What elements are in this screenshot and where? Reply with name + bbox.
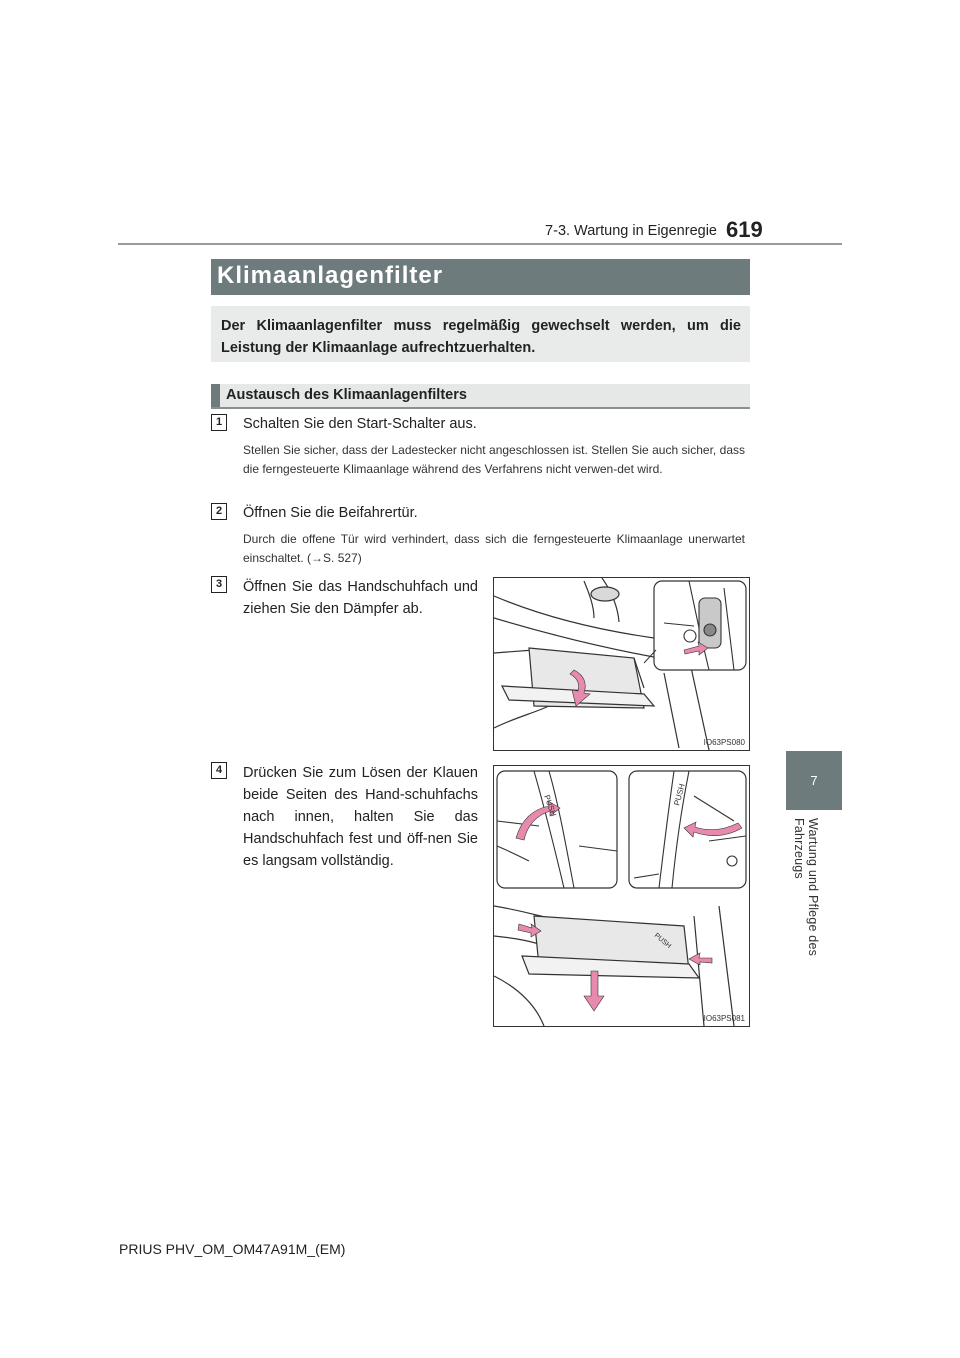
step-1-text: Schalten Sie den Start-Schalter aus.: [243, 416, 477, 432]
figure-code-081: IO63PS081: [703, 1014, 745, 1023]
page-title: Klimaanlagenfilter: [217, 262, 444, 289]
chapter-title-vertical: Wartung und Pflege des Fahrzeugs: [792, 818, 820, 957]
step-3-text: Öffnen Sie das Handschuhfach und ziehen Sie den Dämpfer ab.: [243, 579, 478, 617]
subsection-title: Austausch des Klimaanlagenfilters: [226, 387, 467, 403]
intro-text: Der Klimaanlagenfilter muss regelmäßig gewechselt werden, um die Leistung der Klimaanlage aufrechtzuerhalten.: [221, 318, 741, 356]
subsection-header: [211, 384, 750, 409]
step-4-text: Drücken Sie zum Lösen der Klauen beide Seiten des Hand-schuhfachs nach innen, halten Sie das Handschuhfach fest und öff-nen Sie es langsam vollständig.: [243, 765, 478, 869]
step-number-1: 1: [211, 414, 227, 431]
chapter-tab[interactable]: 7: [786, 751, 842, 810]
step-1-note: Stellen Sie sicher, dass der Ladestecker nicht angeschlossen ist. Stellen Sie auch sicher, dass die ferngesteuerte Klimaanlage während des Verfahrens nicht verwen-det wird.: [243, 443, 745, 476]
glovebox-damper-illustration: [494, 578, 749, 750]
glovebox-release-figure: [493, 765, 750, 1027]
figure-code-080: IO63PS080: [703, 738, 745, 747]
glovebox-damper-figure: [493, 577, 750, 751]
step-2-note: Durch die offene Tür wird verhindert, dass sich die ferngesteuerte Klimaanlage unerwartet einschaltet. (→S. 527): [243, 532, 745, 565]
intro-box: [211, 306, 750, 362]
glovebox-release-illustration: [494, 766, 749, 1026]
step-number-4: 4: [211, 762, 227, 779]
push-label-2: PUSH: [672, 782, 687, 807]
page-title-banner: [211, 259, 750, 295]
push-label-1: PUSH: [542, 793, 559, 818]
subsection-bar: [211, 384, 220, 407]
step-number-3: 3: [211, 576, 227, 593]
footer-document-code: PRIUS PHV_OM_OM47A91M_(EM): [119, 1241, 346, 1257]
section-label: 7-3. Wartung in Eigenregie: [545, 223, 717, 239]
push-label-3: PUSH: [652, 932, 673, 951]
header-divider: [118, 243, 842, 245]
step-number-2: 2: [211, 503, 227, 520]
page-number: 619: [726, 217, 763, 242]
step-2-text: Öffnen Sie die Beifahrertür.: [243, 505, 418, 521]
